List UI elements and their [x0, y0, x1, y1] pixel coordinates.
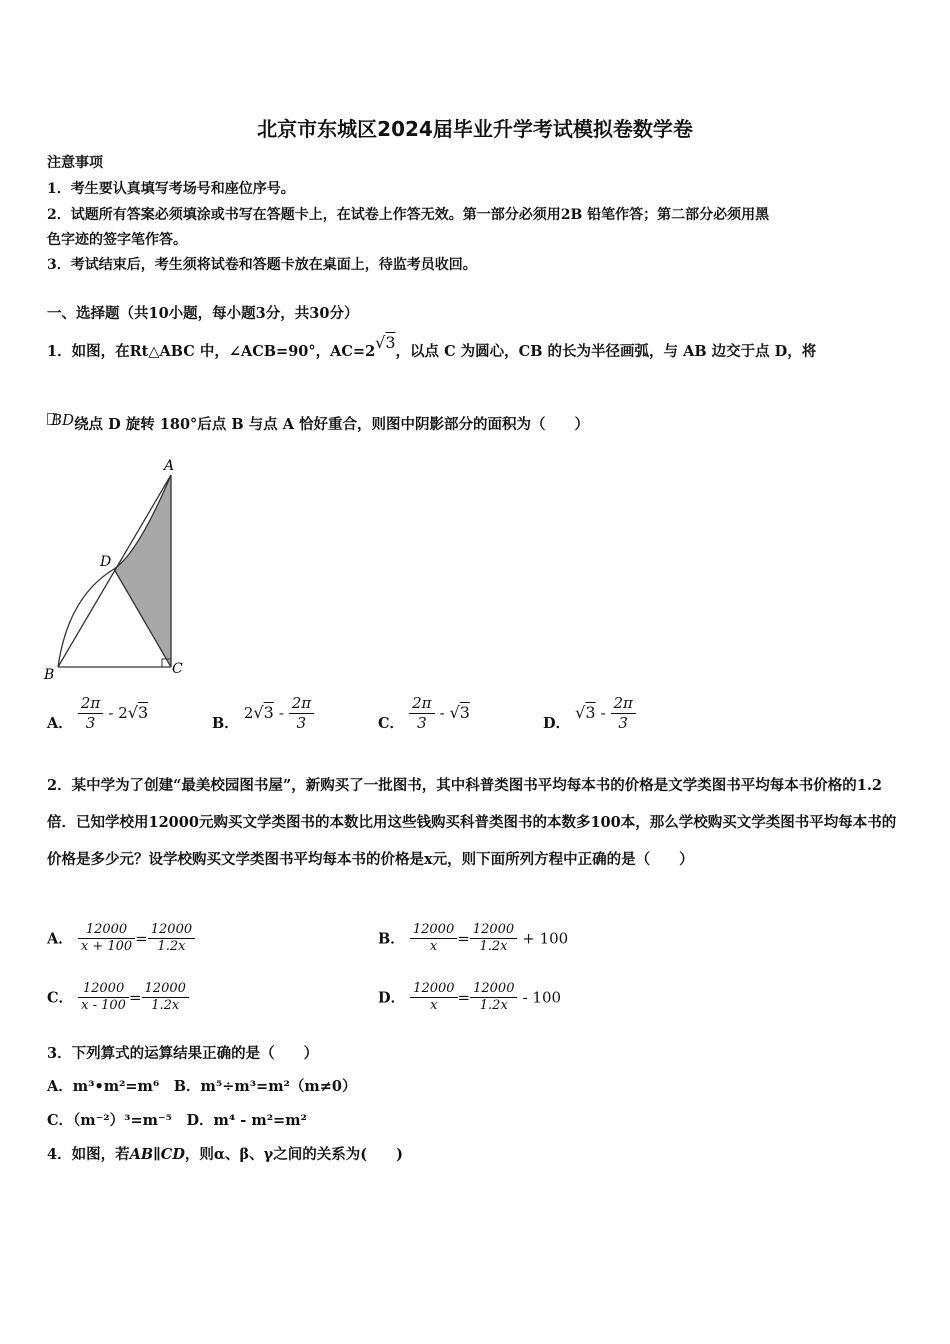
sqrt: √3	[449, 702, 470, 722]
sqrt: √3	[127, 702, 149, 722]
label-d: D	[100, 554, 112, 570]
equals-sign: =	[457, 929, 470, 948]
frac-denominator: 1.2x	[479, 998, 508, 1014]
q2-option-c[interactable]	[47, 981, 189, 1015]
q2-option-b-letter: B．	[378, 930, 405, 948]
q1-sqrt: √3	[375, 333, 396, 352]
q2-text: 2．某中学为了创建“最美校园图书屋”，新购买了一批图书，其中科普类图书平均每本书的价格是文学类图书平均每本书价格的1.2倍．已知学校用12000元购买文学类图书的本数比用这些钱购买科普类图书的本数多100本，那么学校购买文学类图书平均每本书的价格是多少元？设学校购买文学类图书平均每本书的价格是x元，则下面所列方程中正确的是（ ）	[47, 777, 897, 868]
q2-option-c-letter: C．	[47, 989, 74, 1007]
q1-option-a-fraction	[78, 694, 103, 733]
q4-text-a: 4．如图，若	[47, 1146, 130, 1163]
q1-option-d[interactable]	[543, 694, 636, 733]
sqrt: √3	[253, 702, 274, 722]
q1-line2	[47, 413, 589, 434]
frac-numerator: 12000	[470, 922, 517, 939]
q1-option-b-fraction	[289, 694, 314, 733]
q2-option-c-lhs	[78, 981, 129, 1015]
notice-item-2-cont: 色字迹的签字笔作答。	[47, 232, 187, 248]
frac-numerator: 12000	[148, 922, 195, 939]
q1-option-c-letter: C．	[378, 714, 405, 732]
q3-options-row2[interactable]: C．（m⁻²）³=m⁻⁵ D．m⁴ - m²=m²	[47, 1112, 307, 1129]
frac-numerator: 2π	[289, 694, 314, 714]
frac-denominator: x + 100	[80, 939, 133, 955]
frac-denominator: 1.2x	[479, 939, 508, 955]
frac-numerator: 12000	[78, 981, 129, 998]
q2-option-b[interactable]	[378, 922, 568, 956]
q2-option-b-tail: + 100	[522, 929, 569, 948]
q2-option-a[interactable]	[47, 922, 195, 956]
page-title: 北京市东城区2024届毕业升学考试模拟卷数学卷	[257, 117, 693, 141]
frac-numerator: 2π	[611, 694, 636, 714]
q2-option-b-lhs	[410, 922, 457, 956]
frac-denominator: 3	[296, 713, 307, 732]
q1-option-b-lead: 2	[243, 703, 254, 722]
sqrt: √3	[575, 702, 596, 722]
q2-option-a-lhs	[78, 922, 135, 956]
equals-sign: =	[135, 929, 148, 948]
section-heading: 一、选择题（共10小题，每小题3分，共30分）	[47, 305, 359, 322]
q2-option-d-tail: - 100	[522, 988, 562, 1007]
q1-line2-text: 绕点 D 旋转 180°后点 B 与点 A 恰好重合，则图中阴影部分的面积为（ ）	[74, 416, 589, 433]
q2-option-d-letter: D．	[378, 989, 406, 1007]
notice-item-2: 2．试题所有答案必须填涂或书写在答题卡上，在试卷上作答无效。第一部分必须用2B 铅笔作答；第二部分必须用黑	[47, 207, 770, 223]
q1-line1	[47, 333, 817, 361]
label-c: C	[172, 661, 183, 677]
q2-option-d-lhs	[410, 981, 457, 1015]
label-a: A	[164, 458, 175, 474]
frac-denominator: 3	[618, 713, 628, 732]
sqrt-radicand: 3	[137, 702, 149, 722]
q1-option-a-letter: A．	[47, 714, 73, 732]
sqrt-radicand: 3	[459, 702, 470, 722]
frac-denominator: 3	[85, 713, 96, 732]
frac-denominator: 3	[417, 713, 427, 732]
q1-option-a[interactable]	[47, 694, 148, 733]
q1-option-d-mid: -	[600, 703, 611, 722]
q4-text	[47, 1143, 403, 1164]
shaded-region	[114, 475, 171, 667]
equals-sign: =	[128, 988, 142, 1007]
q1-sqrt-radicand: 3	[385, 333, 396, 352]
notice-item-1: 1．考生要认真填写考场号和座位序号。	[47, 181, 295, 197]
label-b: B	[44, 667, 55, 683]
q1-option-d-fraction	[611, 694, 636, 733]
q4-parallel: AB∥CD	[129, 1146, 185, 1163]
frac-denominator: x	[430, 998, 438, 1014]
frac-numerator: 12000	[410, 922, 457, 939]
q2-option-a-rhs	[148, 922, 195, 956]
q1-option-c[interactable]	[378, 694, 470, 733]
q1-option-c-fraction	[409, 694, 434, 733]
q2-option-b-rhs	[470, 922, 517, 956]
sqrt-radicand: 3	[585, 702, 596, 722]
q1-line1-a: 1．如图，在Rt△ABC 中，∠ACB=90°，AC=2	[47, 343, 376, 360]
frac-numerator: 12000	[470, 981, 517, 998]
frac-denominator: 1.2x	[157, 939, 186, 955]
q3-options-row1[interactable]: A．m³•m²=m⁶ B．m⁵÷m³=m²（m≠0）	[47, 1078, 357, 1095]
frac-numerator: 2π	[409, 694, 434, 714]
q1-arc-bd: BD	[51, 411, 75, 429]
q1-line1-b: ，以点 C 为圆心，CB 的长为半径画弧，与 AB 边交于点 D，将	[395, 343, 817, 360]
q2-option-a-letter: A．	[47, 930, 73, 948]
q1-figure	[40, 455, 200, 685]
equals-sign: =	[457, 988, 471, 1007]
q1-option-c-tail: -	[439, 703, 450, 722]
frac-numerator: 2π	[78, 694, 103, 714]
frac-denominator: 1.2x	[151, 998, 180, 1014]
q1-option-b-mid: -	[278, 703, 289, 722]
notice-heading: 注意事项	[47, 155, 103, 171]
frac-numerator: 12000	[410, 981, 457, 998]
sqrt-radicand: 3	[263, 702, 274, 722]
q4-text-b: ，则α、β、γ之间的关系为( )	[184, 1146, 403, 1163]
q3-text: 3．下列算式的运算结果正确的是（ ）	[47, 1045, 319, 1062]
q1-option-b[interactable]	[212, 694, 314, 733]
frac-numerator: 12000	[78, 922, 135, 939]
q2-option-c-rhs	[142, 981, 189, 1015]
frac-denominator: x - 100	[81, 998, 126, 1014]
frac-denominator: x	[429, 939, 438, 955]
q1-option-d-letter: D．	[543, 714, 571, 732]
q2-option-d[interactable]	[378, 981, 561, 1015]
frac-numerator: 12000	[142, 981, 189, 998]
q1-option-a-tail: - 2	[108, 703, 128, 722]
q1-option-b-letter: B．	[212, 714, 239, 732]
notice-item-3: 3．考试结束后，考生须将试卷和答题卡放在桌面上，待监考员收回。	[47, 257, 477, 273]
q2-option-d-rhs	[470, 981, 517, 1015]
